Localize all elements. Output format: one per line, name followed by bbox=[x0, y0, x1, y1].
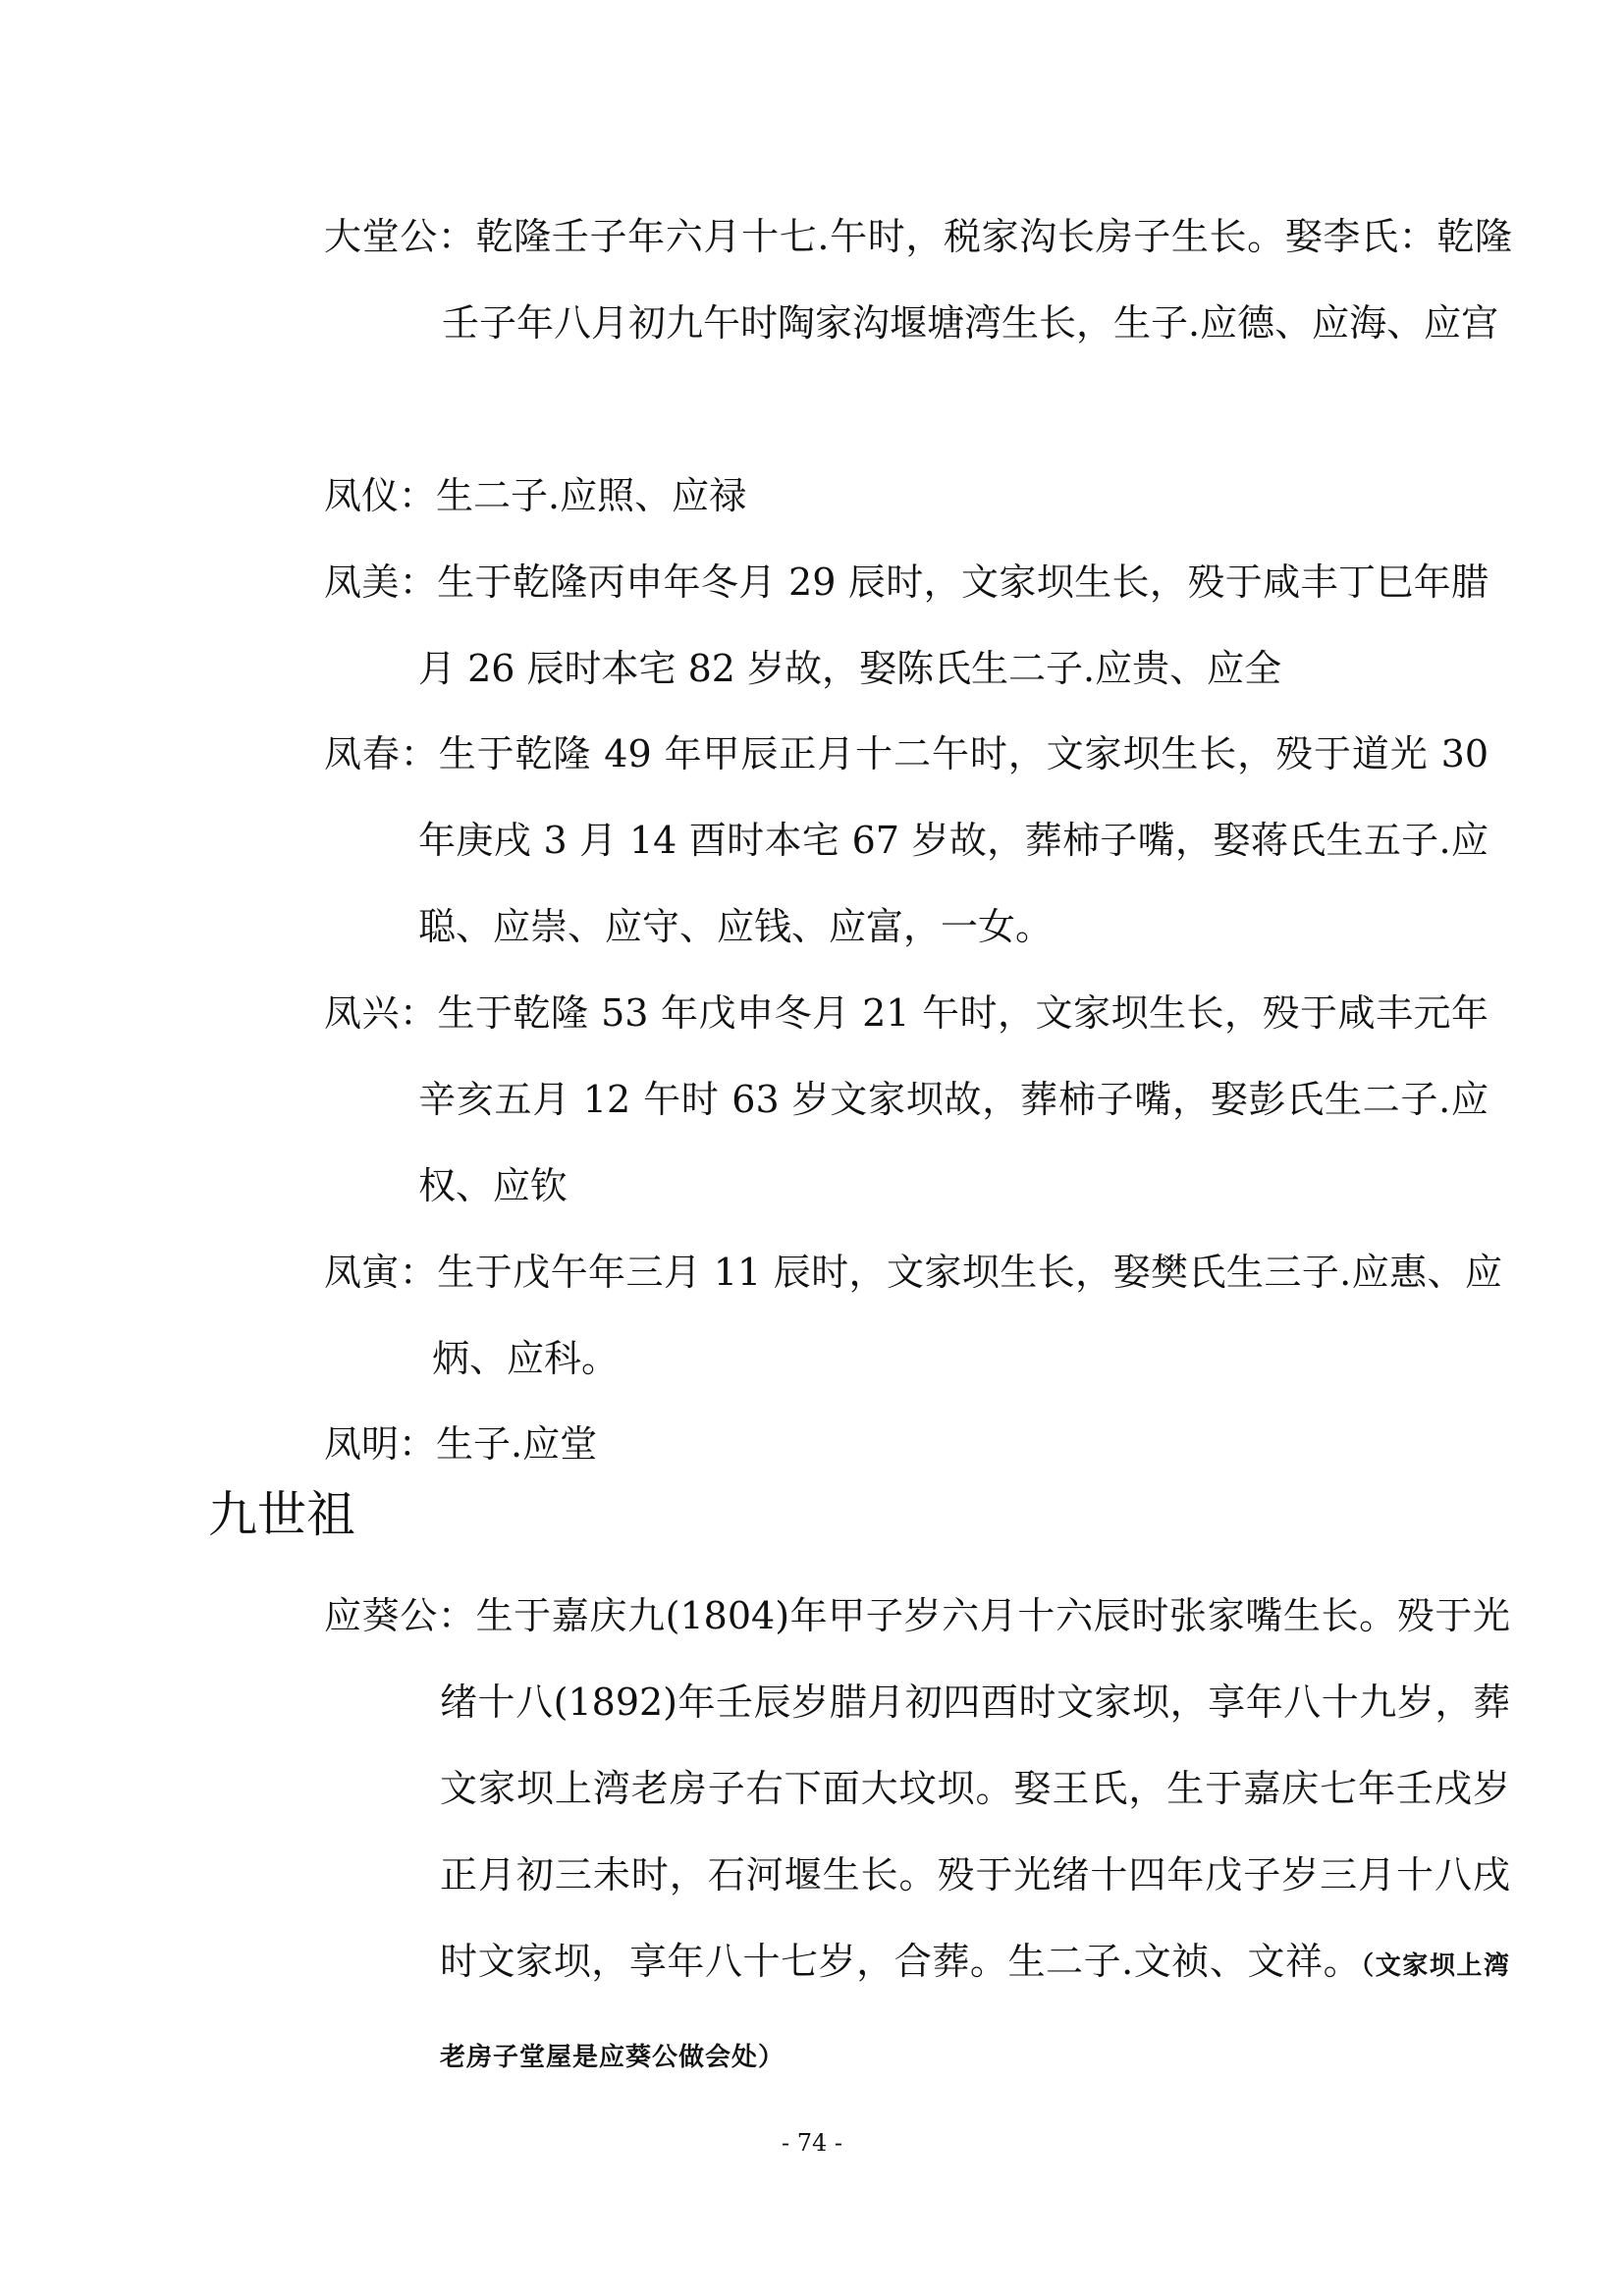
entry-name: 凤春： bbox=[324, 732, 439, 775]
entry-name: 凤明： bbox=[324, 1422, 437, 1466]
entry-text: 生于嘉庆九(1804)年甲子岁六月十六辰时张家嘴生长。殁于光绪十八(1892)年壬辰岁腊月初四酉时文家坝，享年八十九岁，葬文家坝上湾老房子右下面大坟坝。娶王氏，生于嘉庆七年壬戌岁正月初三未时，石河堰生长。殁于光绪十四年戊子岁三月十八戌时文家坝，享年八十七岁，合葬。生二子.文祯、文祥。 bbox=[440, 1594, 1510, 1983]
entry-name: 应葵公： bbox=[324, 1594, 476, 1637]
entry-yingkui bbox=[324, 1573, 1510, 2101]
entry-fengchun bbox=[324, 711, 1489, 970]
entry-name: 大堂公： bbox=[324, 215, 476, 258]
entry-name: 凤美： bbox=[324, 561, 438, 604]
entry-fengyin bbox=[324, 1229, 1502, 1402]
entry-name: 凤寅： bbox=[324, 1251, 438, 1294]
entry-text: 乾隆壬子年六月十七.午时，税家沟长房子生长。娶李氏：乾隆壬子年八月初九午时陶家沟堰塘湾生长，生子.应德、应海、应宫 bbox=[442, 215, 1512, 345]
entry-fengmei bbox=[324, 539, 1489, 712]
entry-text: 生于乾隆丙申年冬月 29 辰时，文家坝生长，殁于咸丰丁巳年腊月 26 辰时本宅 82 岁故，娶陈氏生二子.应贵、应全 bbox=[418, 561, 1489, 690]
entry-text: 生子.应堂 bbox=[436, 1422, 598, 1466]
entry-name: 凤兴： bbox=[324, 991, 438, 1035]
entry-fengxing bbox=[324, 970, 1489, 1229]
section-heading: 九世祖 bbox=[208, 1486, 355, 1543]
entry-datang bbox=[324, 193, 1512, 366]
entry-text: 生于乾隆 49 年甲辰正月十二午时，文家坝生长，殁于道光 30 年庚戌 3 月 14 酉时本宅 67 岁故，葬柿子嘴，娶蒋氏生五子.应聪、应崇、应守、应钱、应富，一女。 bbox=[418, 732, 1489, 948]
entry-text: 生于戊午年三月 11 辰时，文家坝生长，娶樊氏生三子.应惠、应炳、应科。 bbox=[432, 1251, 1502, 1380]
entry-text: 生二子.应照、应禄 bbox=[436, 474, 747, 517]
page-number: - 74 - bbox=[781, 2129, 842, 2157]
entry-fengyi bbox=[324, 453, 1510, 539]
entry-note: （文家坝上湾老房子堂屋是应葵公做会处） bbox=[440, 1951, 1510, 2072]
entry-name: 凤仪： bbox=[324, 474, 437, 517]
entry-text: 生于乾隆 53 年戊申冬月 21 午时，文家坝生长，殁于咸丰元年辛亥五月 12 午时 63 岁文家坝故，葬柿子嘴，娶彭氏生二子.应权、应钦 bbox=[418, 991, 1489, 1207]
entry-fengming bbox=[324, 1401, 1502, 1487]
